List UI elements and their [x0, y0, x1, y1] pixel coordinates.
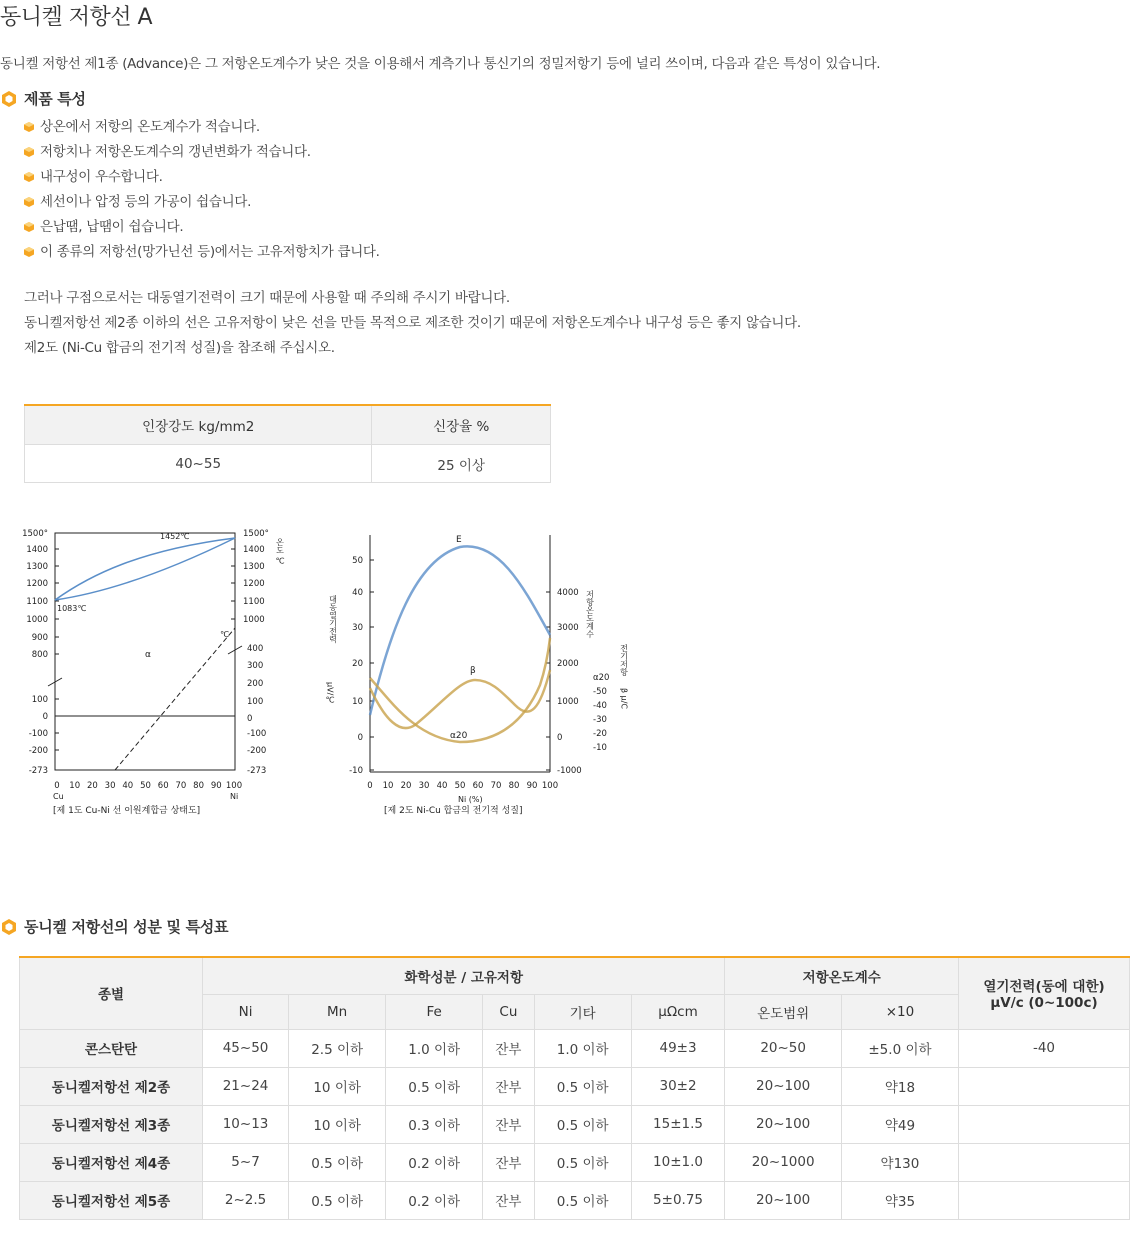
feature-item: [24, 168, 380, 193]
table-cell: 0.5 이하: [386, 1067, 483, 1105]
tick-label: 300: [247, 661, 264, 671]
table-row: [20, 1143, 1130, 1181]
tick-label: 1200: [243, 579, 265, 589]
tick-label: 1400: [243, 545, 265, 555]
table-cell: 5~7: [203, 1143, 289, 1181]
table-cell: 잔부: [483, 1181, 534, 1219]
table-cell: 10 이하: [289, 1105, 386, 1143]
hexagon-icon: [0, 90, 18, 108]
x-tick-label: 90: [526, 781, 538, 791]
x-tick-label: 0: [54, 781, 60, 791]
feature-item: [24, 243, 380, 268]
fig2-label-E: E: [456, 535, 462, 545]
note-line: 제2도 (Ni-Cu 합금의 전기적 성질)을 참조해 주십시오.: [24, 340, 335, 356]
tick-label: 20: [352, 659, 363, 669]
composition-heading: [0, 916, 228, 937]
fig1-left-ticks: [22, 529, 59, 776]
feature-text: 저항치나 저항온도계수의 갱년변화가 적습니다.: [40, 144, 311, 160]
feature-item: [24, 143, 380, 168]
cube-bullet-icon: [24, 247, 34, 257]
feature-text: 내구성이 우수합니다.: [40, 169, 163, 185]
tick-label: 400: [247, 644, 264, 654]
table-cell: [959, 1143, 1130, 1181]
tick-label: 0: [557, 733, 563, 743]
tick-label: 0: [42, 712, 48, 722]
fig1-label-top: 1452℃: [160, 532, 190, 541]
fig1-x-left: Cu: [53, 792, 64, 801]
tick-label: -100: [247, 729, 267, 739]
x-tick-label: 30: [104, 781, 116, 791]
tick-label: 10: [352, 697, 363, 707]
table-cell: 20~100: [725, 1105, 842, 1143]
figure-1: [22, 529, 284, 816]
table-cell: 0.5 이하: [534, 1181, 631, 1219]
header-emf-line2: μV/c (0~100c): [990, 995, 1098, 1012]
subheader-cell: 기타: [534, 994, 631, 1029]
fig2-x-ticks: [367, 781, 558, 791]
table-cell: 21~24: [203, 1067, 289, 1105]
tick-label: 200: [247, 679, 264, 689]
tick-label: 1000: [26, 615, 48, 625]
table-cell: 약35: [841, 1181, 958, 1219]
cube-bullet-icon: [24, 147, 34, 157]
x-tick-label: 0: [367, 781, 373, 791]
table-row: [20, 1105, 1130, 1143]
x-tick-label: 10: [69, 781, 81, 791]
fig2-left-unit: μV/℃: [325, 682, 335, 705]
table-cell: ±5.0 이하: [841, 1029, 958, 1067]
figure-2: [325, 535, 629, 816]
tick-label: 1100: [26, 597, 48, 607]
table-cell: 2.5 이하: [289, 1029, 386, 1067]
tick-label: -200: [28, 746, 48, 756]
fig2-beta-curve: [370, 670, 550, 728]
x-tick-label: 80: [193, 781, 205, 791]
table-cell: 0.5 이하: [289, 1143, 386, 1181]
x-tick-label: 70: [175, 781, 187, 791]
cube-bullet-icon: [24, 122, 34, 132]
table-cell: 15±1.5: [631, 1105, 725, 1143]
tick-label: 0: [357, 733, 363, 743]
fig2-label-beta: β: [470, 666, 476, 676]
table-cell: [959, 1067, 1130, 1105]
tick-label: 40: [352, 588, 363, 598]
tick-label: -1000: [557, 766, 582, 776]
table-cell: 20~100: [725, 1067, 842, 1105]
fig1-solidus-curve: [55, 538, 235, 600]
fig1-label-unit: ℃: [220, 630, 229, 639]
header-emf: [959, 957, 1130, 1029]
fig1-x-ticks: [54, 781, 242, 791]
tick-label: -30: [593, 715, 607, 725]
hexagon-icon: [0, 918, 18, 936]
tick-label: 1300: [26, 562, 48, 572]
tick-label: -200: [247, 746, 267, 756]
tick-label: 4000: [557, 588, 579, 598]
table-cell: 0.5 이하: [534, 1067, 631, 1105]
x-tick-label: 20: [86, 781, 98, 791]
fig2-caption: [제 2도 Ni-Cu 합금의 전기적 성질]: [384, 806, 523, 816]
x-tick-label: 90: [210, 781, 222, 791]
tick-label: -10: [349, 766, 363, 776]
subheader-cell: ×10: [841, 994, 958, 1029]
table-cell: [959, 1181, 1130, 1219]
fig2-right2-ticks: [593, 673, 609, 753]
note-line: 동니켈저항선 제2종 이하의 선은 고유저항이 낮은 선을 만들 목적으로 제조한 것이기 때문에 저항온도계수나 내구성 등은 좋지 않습니다.: [24, 315, 801, 331]
composition-table: [19, 956, 1130, 1220]
cube-bullet-icon: [24, 172, 34, 182]
fig1-right-ticks: [231, 529, 269, 776]
tick-label: 0: [247, 714, 253, 724]
cube-bullet-icon: [24, 222, 34, 232]
tick-label: 1100: [243, 597, 265, 607]
feature-text: 이 종류의 저항선(망가닌선 등)에서는 고유저항치가 큽니다.: [40, 244, 380, 260]
tick-label: 1000: [557, 697, 579, 707]
features-heading: [0, 88, 86, 109]
fig1-liquidus-curve: [55, 538, 235, 600]
tick-label: -273: [28, 766, 48, 776]
table-cell: 45~50: [203, 1029, 289, 1067]
fig1-x-right: Ni: [230, 792, 239, 801]
fig1-caption: [제 1도 Cu-Ni 선 이원계합금 상태도]: [53, 806, 201, 816]
fig2-right-title2: 전기저항: [619, 644, 629, 676]
tick-label: 100: [31, 695, 48, 705]
table-cell: 5±0.75: [631, 1181, 725, 1219]
table-cell: 0.2 이하: [386, 1181, 483, 1219]
feature-item: [24, 193, 380, 218]
row-name: 동니켈저항선 제4종: [20, 1143, 203, 1181]
composition-body: [20, 1029, 1130, 1219]
tick-label: 30: [352, 623, 363, 633]
tick-label: -20: [593, 729, 607, 739]
spec-cell: 40~55: [25, 445, 372, 483]
tick-label: 50: [352, 556, 363, 566]
table-cell: 20~100: [725, 1181, 842, 1219]
page-title: 동니켈 저항선 A: [0, 5, 153, 30]
features-list: [24, 118, 380, 268]
x-tick-label: 60: [472, 781, 484, 791]
composition-heading-label: 동니켈 저항선의 성분 및 특성표: [24, 918, 229, 936]
table-cell: 잔부: [483, 1143, 534, 1181]
subheader-cell: Fe: [386, 994, 483, 1029]
x-tick-label: 40: [436, 781, 448, 791]
row-name: 동니켈저항선 제2종: [20, 1067, 203, 1105]
fig2-right-unit2: β μ/C: [619, 688, 629, 710]
x-tick-label: 50: [454, 781, 466, 791]
row-name: 동니켈저항선 제3종: [20, 1105, 203, 1143]
header-type: 종별: [20, 957, 203, 1029]
subheader-cell: Ni: [203, 994, 289, 1029]
table-cell: 0.3 이하: [386, 1105, 483, 1143]
tick-label: -10: [593, 743, 607, 753]
fig2-right-ticks: [546, 588, 582, 776]
table-cell: [959, 1105, 1130, 1143]
tick-label: 3000: [557, 623, 579, 633]
table-cell: 2~2.5: [203, 1181, 289, 1219]
tick-label: 900: [31, 633, 48, 643]
x-tick-label: 100: [225, 781, 243, 791]
table-cell: 20~1000: [725, 1143, 842, 1181]
table-cell: 10±1.0: [631, 1143, 725, 1181]
header-chem: 화학성분 / 고유저항: [203, 957, 725, 994]
table-cell: 0.5 이하: [289, 1181, 386, 1219]
table-cell: 0.5 이하: [534, 1143, 631, 1181]
spec-table: [24, 404, 551, 483]
header-emf-line1: 열기전력(동에 대한): [983, 979, 1105, 996]
fig1-right-title: 온도 ℃: [275, 538, 285, 566]
tick-label: 1300: [243, 562, 265, 572]
table-cell: 10~13: [203, 1105, 289, 1143]
table-cell: 잔부: [483, 1067, 534, 1105]
tick-label: -100: [28, 729, 48, 739]
fig1-label-alpha: α: [145, 650, 151, 660]
tick-label: α20: [593, 673, 610, 683]
subheader-cell: Cu: [483, 994, 534, 1029]
table-cell: 30±2: [631, 1067, 725, 1105]
feature-text: 은납땜, 납땜이 쉽습니다.: [40, 219, 184, 235]
tick-label: 1200: [26, 579, 48, 589]
tick-label: 1500°: [22, 529, 48, 539]
table-cell: 약130: [841, 1143, 958, 1181]
x-tick-label: 40: [122, 781, 134, 791]
table-cell: 1.0 이하: [386, 1029, 483, 1067]
feature-item: [24, 218, 380, 243]
fig2-emf-curve: [370, 546, 550, 715]
subheader-cell: 온도범위: [725, 994, 842, 1029]
tick-label: 2000: [557, 659, 579, 669]
x-tick-label: 20: [400, 781, 412, 791]
table-cell: 10 이하: [289, 1067, 386, 1105]
tick-label: -50: [593, 687, 607, 697]
tick-label: 1400: [26, 545, 48, 555]
x-tick-label: 50: [140, 781, 151, 791]
table-cell: 잔부: [483, 1029, 534, 1067]
table-cell: 49±3: [631, 1029, 725, 1067]
notes: [24, 286, 801, 361]
tick-label: 800: [31, 650, 48, 660]
fig2-left-title: 대동열기전력: [328, 595, 338, 643]
x-tick-label: 30: [418, 781, 430, 791]
spec-cell: 25 이상: [372, 445, 551, 483]
tick-label: -40: [593, 701, 607, 711]
features-heading-label: 제품 특성: [24, 90, 86, 108]
cube-bullet-icon: [24, 197, 34, 207]
x-tick-label: 60: [157, 781, 169, 791]
tick-label: 100: [247, 697, 264, 707]
table-row: [20, 1181, 1130, 1219]
row-name: 콘스탄탄: [20, 1029, 203, 1067]
spec-header: 신장율 %: [372, 405, 551, 445]
spec-header: 인장강도 kg/mm2: [25, 405, 372, 445]
table-row: [20, 1029, 1130, 1067]
header-tcr: 저항온도계수: [725, 957, 959, 994]
subheader-cell: Mn: [289, 994, 386, 1029]
x-tick-label: 80: [508, 781, 520, 791]
intro-text: 동니켈 저항선 제1종 (Advance)은 그 저항온도계수가 낮은 것을 이용해서 계측기나 통신기의 정밀저항기 등에 널리 쓰이며, 다음과 같은 특성이 있습니다.: [0, 56, 881, 72]
fig2-xlabel: Ni (%): [458, 795, 483, 804]
feature-text: 세선이나 압정 등의 가공이 쉽습니다.: [40, 194, 252, 210]
table-cell: -40: [959, 1029, 1130, 1067]
fig2-right-title: 저항온도계수: [585, 590, 595, 638]
subheader-cell: μΩcm: [631, 994, 725, 1029]
note-line: 그러나 구점으로서는 대동열기전력이 크기 때문에 사용할 때 주의해 주시기 바랍니다.: [24, 290, 510, 306]
fig1-curie-line: [115, 628, 235, 770]
table-cell: 0.2 이하: [386, 1143, 483, 1181]
row-name: 동니켈저항선 제5종: [20, 1181, 203, 1219]
table-row: [20, 1067, 1130, 1105]
x-tick-label: 70: [490, 781, 502, 791]
table-cell: 약49: [841, 1105, 958, 1143]
table-cell: 약18: [841, 1067, 958, 1105]
feature-text: 상온에서 저항의 온도계수가 적습니다.: [40, 119, 260, 135]
fig2-label-alpha20: α20: [450, 731, 468, 741]
table-cell: 0.5 이하: [534, 1105, 631, 1143]
tick-label: 1500°: [243, 529, 269, 539]
feature-item: [24, 118, 380, 143]
x-tick-label: 10: [382, 781, 394, 791]
figures: [20, 520, 660, 825]
table-cell: 20~50: [725, 1029, 842, 1067]
tick-label: -273: [247, 766, 267, 776]
tick-label: 1000: [243, 615, 265, 625]
table-cell: 1.0 이하: [534, 1029, 631, 1067]
table-cell: 잔부: [483, 1105, 534, 1143]
fig1-label-left: 1083℃: [57, 604, 87, 613]
x-tick-label: 100: [541, 781, 559, 791]
